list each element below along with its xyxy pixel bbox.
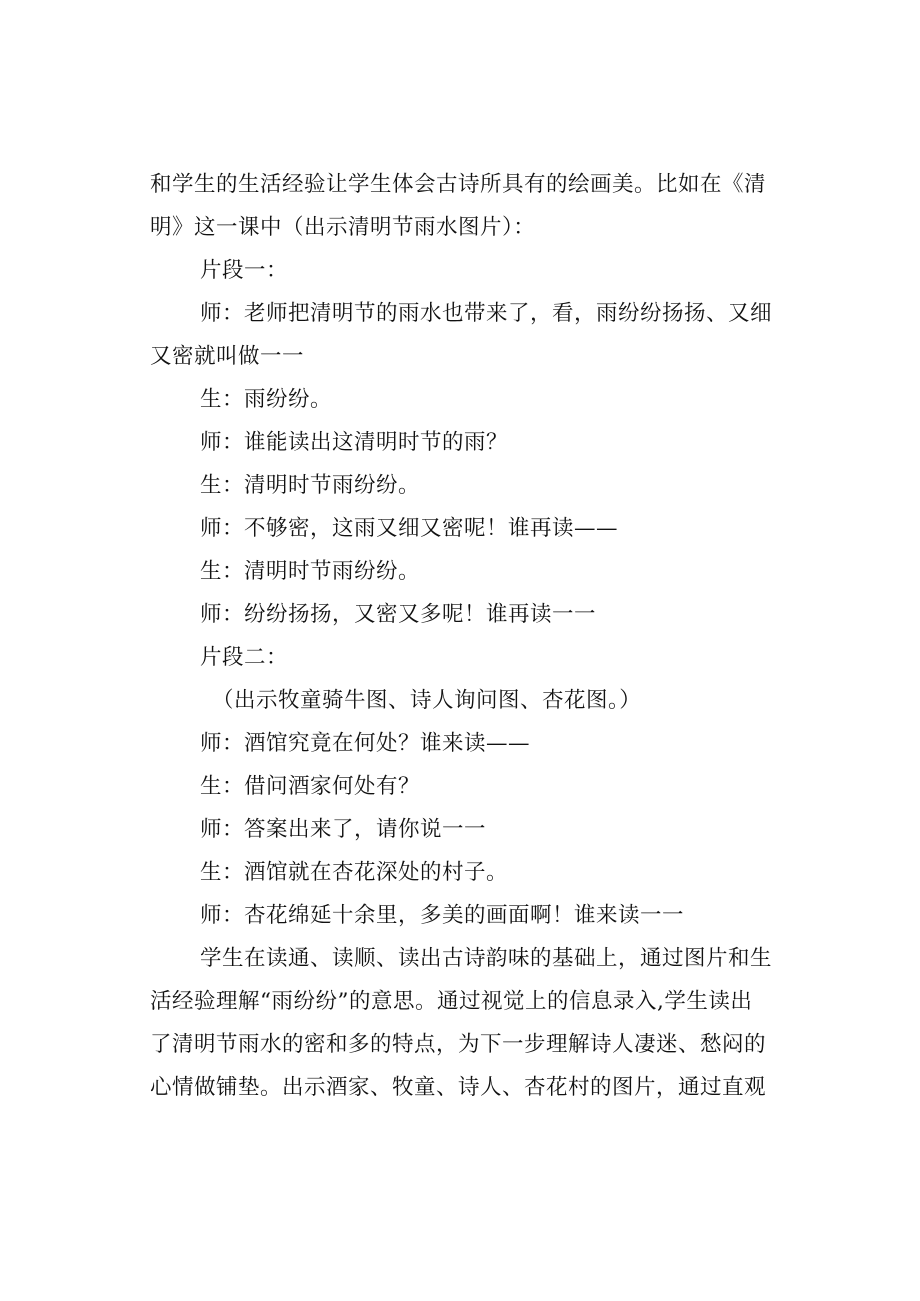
excerpt-heading-2: 片段二： (200, 645, 289, 670)
dialogue-line: 师：老师把清明节的雨水也带来了，看，雨纷纷扬扬、又细 (200, 301, 773, 326)
paragraph-line: 活经验理解“雨纷纷”的意思。通过视觉上的信息录入,学生读出 (150, 989, 753, 1014)
dialogue-line: 师：谁能读出这清明时节的雨？ (200, 430, 509, 455)
dialogue-line-continuation: 又密就叫做一一 (150, 344, 305, 369)
body-text (150, 163, 800, 1109)
dialogue-line: 生：雨纷纷。 (200, 387, 333, 412)
dialogue-line: 师：纷纷扬扬，又密又多呢！谁再读一一 (200, 602, 597, 627)
stage-direction: （出示牧童骑牛图、诗人询问图、杏花图。） (212, 688, 642, 713)
text-line-2: 明》这一课中（出示清明节雨水图片）： (150, 215, 536, 240)
paragraph-line: 学生在读通、读顺、读出古诗韵味的基础上，通过图片和生 (200, 946, 773, 971)
dialogue-line: 师：不够密，这雨又细又密呢！谁再读—— (200, 516, 619, 541)
dialogue-line: 生：酒馆就在杏花深处的村子。 (200, 860, 509, 885)
dialogue-line: 师：杏花绵延十余里，多美的画面啊！谁来读一一 (200, 903, 685, 928)
text-line-1: 和学生的生活经验让学生体会古诗所具有的绘画美。比如在《清 (150, 172, 767, 197)
dialogue-line: 师：答案出来了，请你说一一 (200, 817, 487, 842)
dialogue-line: 师：酒馆究竟在何处？谁来读—— (200, 731, 531, 756)
paragraph-line: 了清明节雨水的密和多的特点，为下一步理解诗人凄迷、愁闷的 (150, 1032, 767, 1057)
dialogue-line: 生：借问酒家何处有？ (200, 774, 421, 799)
dialogue-line: 生：清明时节雨纷纷。 (200, 473, 421, 498)
paragraph-line: 心情做铺垫。出示酒家、牧童、诗人、杏花村的图片，通过直观 (150, 1075, 767, 1100)
excerpt-heading-1: 片段一： (200, 258, 289, 283)
dialogue-line: 生：清明时节雨纷纷。 (200, 559, 421, 584)
